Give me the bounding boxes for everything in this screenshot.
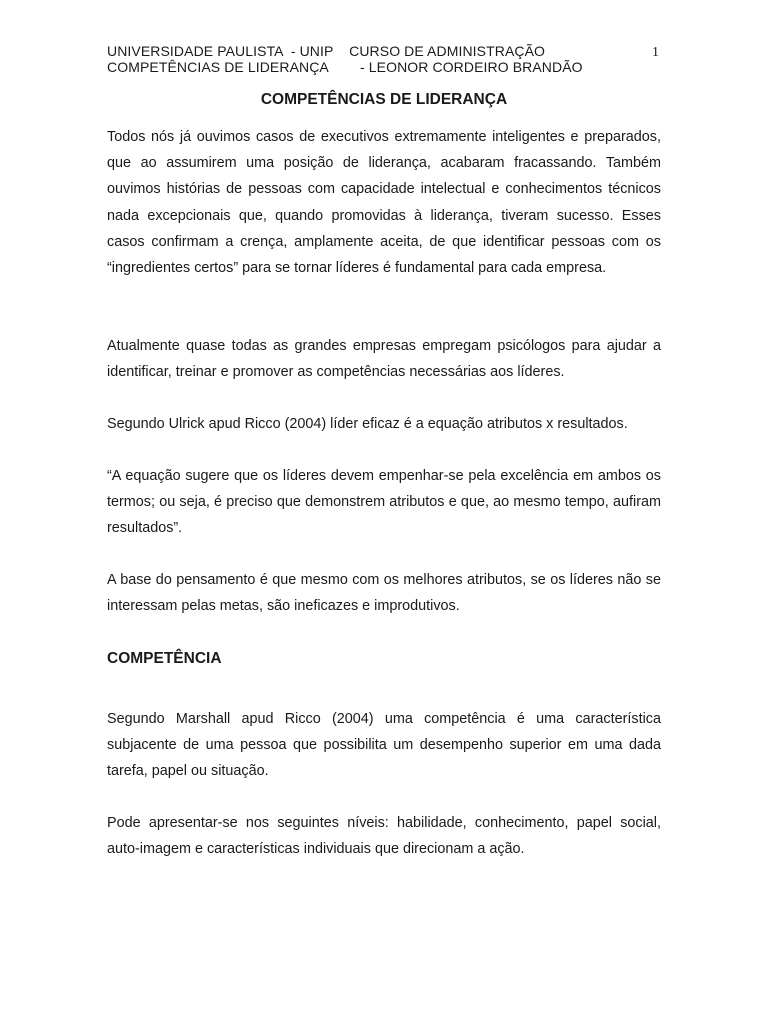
header-line-title-author: COMPETÊNCIAS DE LIDERANÇA - LEONOR CORDEIRO BRANDÃO [107, 59, 583, 75]
paragraph-intro: Todos nós já ouvimos casos de executivos extremamente inteligentes e preparados, que ao assumirem uma posição de liderança, acabaram fracassando. Também ouvimos histórias de pessoas com capacidade intelectual e conhecimentos técnicos nada excepcionais que, quando promovidas à liderança, tiveram sucesso. Esses casos confirmam a crença, amplamente aceita, de que identificar pessoas com os “ingredientes certos” para se tornar líderes é fundamental para cada empresa. [107, 129, 661, 277]
paragraph-ulrick: Segundo Ulrick apud Ricco (2004) líder eficaz é a equação atributos x resultados. [107, 416, 628, 432]
paragraph-levels: Pode apresentar-se nos seguintes níveis: habilidade, conhecimento, papel social, auto-imagem e características individuais que direcionam a ação. [107, 815, 661, 858]
paragraph-quote: “A equação sugere que os líderes devem empenhar-se pela excelência em ambos os termos; ou seja, é preciso que demonstrem atributos e que, ao mesmo tempo, aufiram resultados”. [107, 468, 661, 537]
paragraph-base: A base do pensamento é que mesmo com os melhores atributos, se os líderes não se interessam pelas metas, são ineficazes e improdutivos. [107, 572, 661, 615]
running-header [107, 43, 667, 75]
paragraph-marshall: Segundo Marshall apud Ricco (2004) uma competência é uma característica subjacente de uma pessoa que possibilita um desempenho superior em uma dada tarefa, papel ou situação. [107, 711, 661, 780]
document-title: COMPETÊNCIAS DE LIDERANÇA [260, 91, 508, 108]
header-line-institution: UNIVERSIDADE PAULISTA - UNIP CURSO DE ADMINISTRAÇÃO [107, 43, 546, 59]
page-number: 1 [652, 45, 659, 60]
paragraph-psychologists: Atualmente quase todas as grandes empresas empregam psicólogos para ajudar a identificar, treinar e promover as competências necessárias aos líderes. [107, 338, 661, 381]
section-heading-competencia: COMPETÊNCIA [107, 650, 222, 667]
